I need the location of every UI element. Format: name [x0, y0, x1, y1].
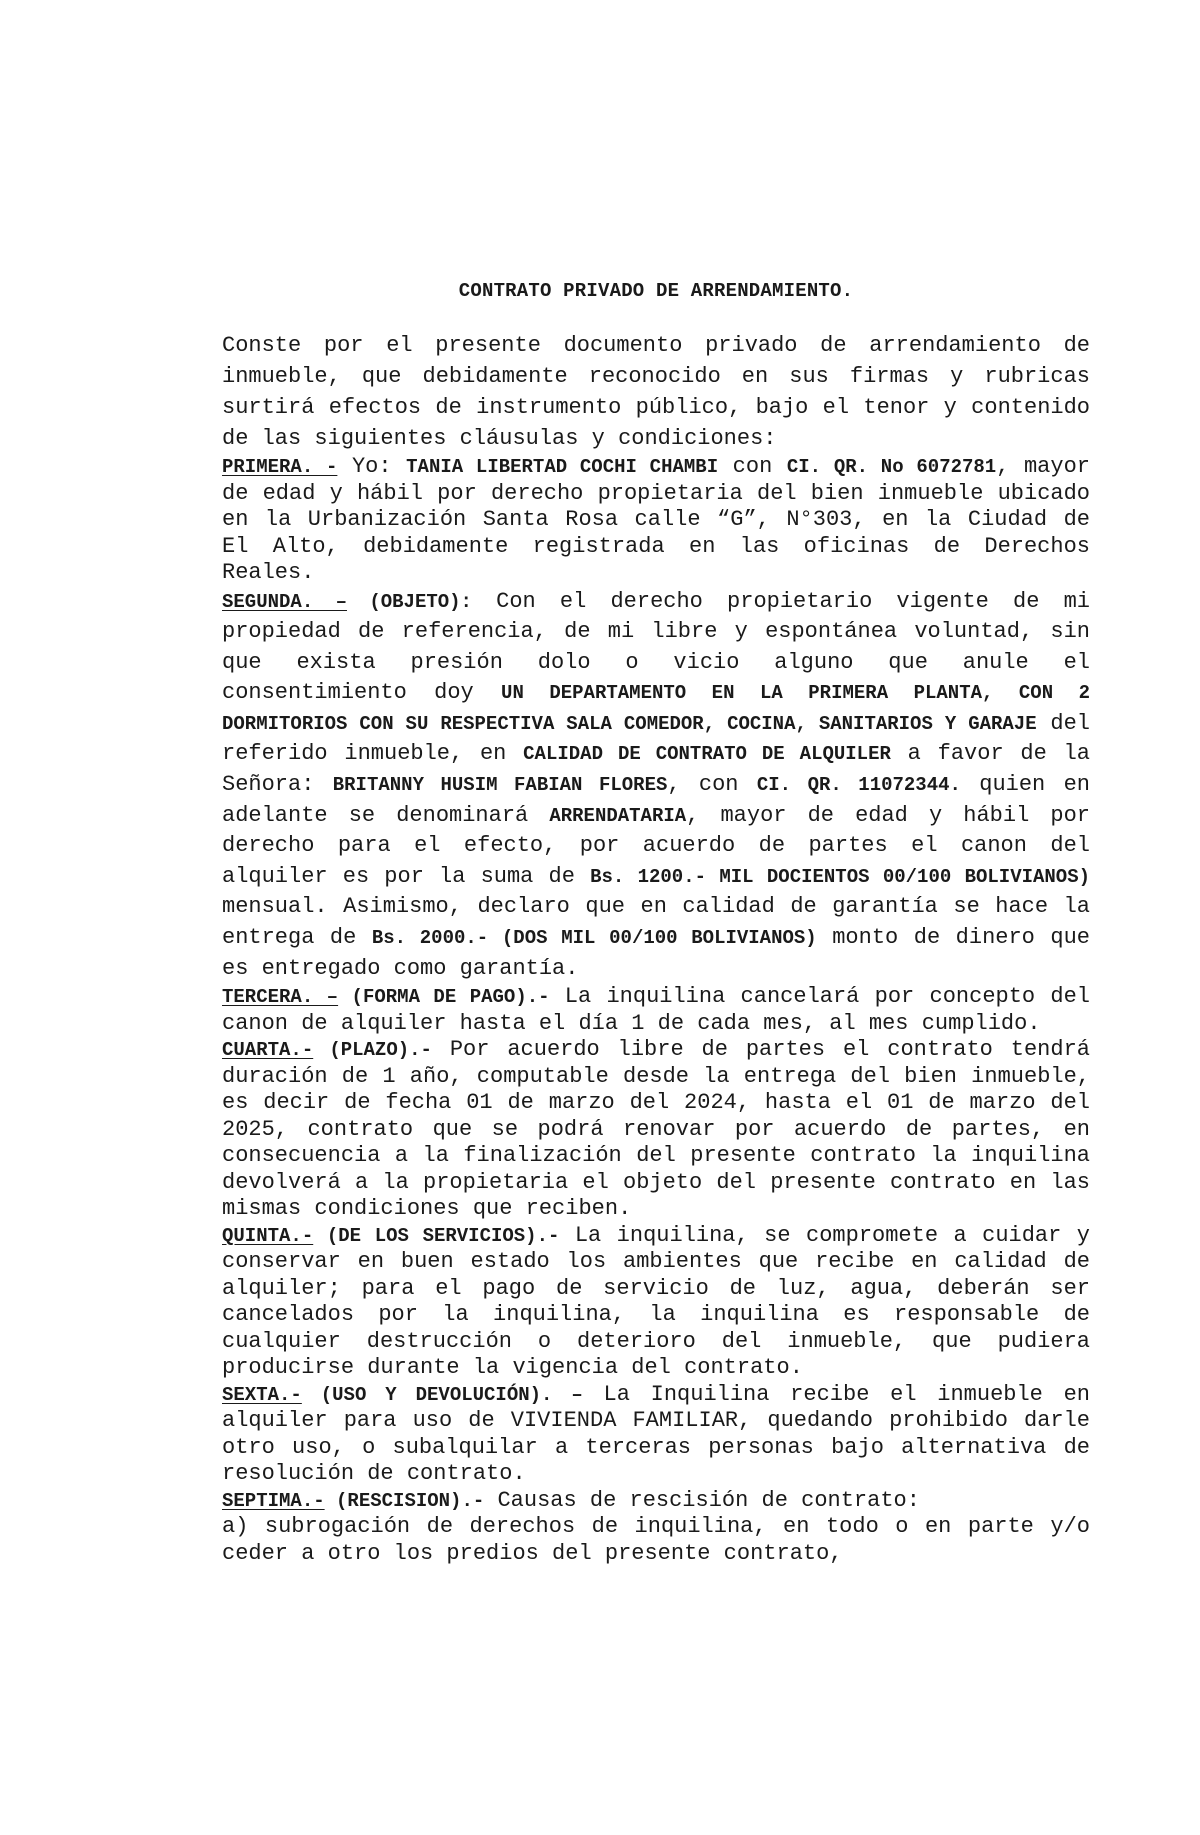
clause-label-septima: SEPTIMA.- [222, 1489, 325, 1512]
clause-text: Con el derecho propietario vigente de mi propiedad de referencia, de mi libre y espontánea voluntad, sin que exista presión dolo o vicio alguno que anule el consentimiento doy [222, 588, 1090, 706]
contract-type: CALIDAD DE CONTRATO DE ALQUILER [523, 743, 891, 766]
tenant-id: CI. QR. 11072344. [756, 774, 961, 797]
clause-text: Por acuerdo libre de partes el contrato tendrá duración de 1 año, computable desde la entrega del bien inmueble, es decir de fecha 01 de marzo del 2024, hasta el 01 de marzo del 2025, contrato que se podrá renovar por acuerdo de partes, en consecuencia a la finalización del presente contrato la inquilina devolverá a la propietaria el objeto del presente contrato en las mismas condiciones que reciben. [222, 1037, 1090, 1222]
clause-text: mensual. Asimismo, declaro que en calidad de garantía se hace la entrega de [222, 894, 1090, 951]
owner-id: CI. QR. No 6072781 [786, 456, 997, 478]
clause-sexta [222, 1382, 1090, 1488]
clause-text: La inquilina, se compromete a cuidar y conservar en buen estado los ambientes que recibe en calidad de alquiler; para el pago de servicio de luz, agua, deberán ser cancelados por la inquilina, la inquilina es responsable de cualquier destrucción o deterioro del inmueble, que pudiera producirse durante la vigencia del contrato. [222, 1222, 1090, 1381]
clause-label-cuarta: CUARTA.- [222, 1039, 314, 1062]
clause-segunda [222, 587, 1090, 985]
tenant-role: ARRENDATARIA [549, 804, 687, 827]
clause-text: quien en adelante se denominará [222, 772, 1090, 828]
clause-text: monto de dinero que es entregado como garantía. [222, 925, 1090, 981]
clause-text: Causas de rescisión de contrato: [484, 1487, 920, 1513]
tenant-name: BRITANNY HUSIM FABIAN FLORES [332, 774, 668, 797]
clause-subtitle: (PLAZO).- [313, 1039, 432, 1062]
deposit-amount: Bs. 2000.- (DOS MIL 00/100 BOLIVIANOS) [371, 927, 817, 950]
rent-amount: Bs. 1200.- MIL DOCIENTOS 00/100 BOLIVIANOS) [590, 865, 1091, 888]
clause-subtitle: (RESCISION).- [324, 1489, 485, 1512]
clause-text: La Inquilina recibe el inmueble en alquiler para uso de VIVIENDA FAMILIAR, quedando prohibido darle otro uso, o subalquilar a terceras personas bajo alternativa de resolución de contrato. [222, 1381, 1091, 1487]
clause-label-tercera: TERCERA. – [222, 986, 339, 1009]
clause-text: del referido inmueble, en [222, 710, 1090, 767]
clause-text: , con [667, 772, 757, 798]
clause-text: a favor de la Señora: [222, 741, 1090, 798]
clause-septima [222, 1488, 1090, 1568]
clause-subtitle: (FORMA DE PAGO).- [338, 986, 550, 1009]
document-page [222, 276, 1090, 1567]
rescission-item-a: a) subrogación de derechos de inquilina, en todo o en parte y/o ceder a otro los predios del presente contrato, [222, 1514, 1090, 1566]
clause-label-sexta: SEXTA.- [222, 1383, 302, 1406]
clause-label-quinta: QUINTA.- [222, 1224, 314, 1247]
clause-text: , mayor de edad y hábil por derecho para el efecto, por acuerdo de partes el canon del alquiler es por la suma de [222, 802, 1090, 889]
clause-text: con [718, 454, 787, 479]
clause-text: Yo: [337, 454, 407, 479]
clause-quinta [222, 1223, 1090, 1382]
clause-subtitle: (OBJETO): [346, 590, 472, 613]
clause-subtitle: (USO Y DEVOLUCIÓN). – [301, 1383, 583, 1406]
clause-label-segunda: SEGUNDA. – [222, 590, 347, 613]
clause-text: La inquilina cancelará por concepto del canon de alquiler hasta el día 1 de cada mes, al mes cumplido. [222, 984, 1091, 1036]
clause-subtitle: (DE LOS SERVICIOS).- [313, 1224, 560, 1247]
clause-cuarta [222, 1037, 1090, 1223]
clause-text: , mayor de edad y hábil por derecho propietaria del bien inmueble ubicado en la Urbanización Santa Rosa calle “G”, N°303, en la Ciudad de El Alto, debidamente registrada en las oficinas de Derechos Reales. [222, 454, 1090, 585]
clause-tercera [222, 984, 1090, 1037]
document-title: CONTRATO PRIVADO DE ARRENDAMIENTO. [458, 280, 854, 302]
intro-paragraph: Conste por el presente documento privado de arrendamiento de inmueble, que debidamente reconocido en sus firmas y rubricas surtirá efectos de instrumento público, bajo el tenor y contenido de las siguientes cláusulas y condiciones: [222, 333, 1090, 451]
property-description: UN DEPARTAMENTO EN LA PRIMERA PLANTA, CON 2 DORMITORIOS CON SU RESPECTIVA SALA COMEDOR, COCINA, SANITARIOS Y GARAJE [222, 682, 1091, 735]
owner-name: TANIA LIBERTAD COCHI CHAMBI [406, 456, 719, 478]
clause-label-primera: PRIMERA. - [222, 456, 338, 478]
clause-primera [222, 454, 1090, 587]
